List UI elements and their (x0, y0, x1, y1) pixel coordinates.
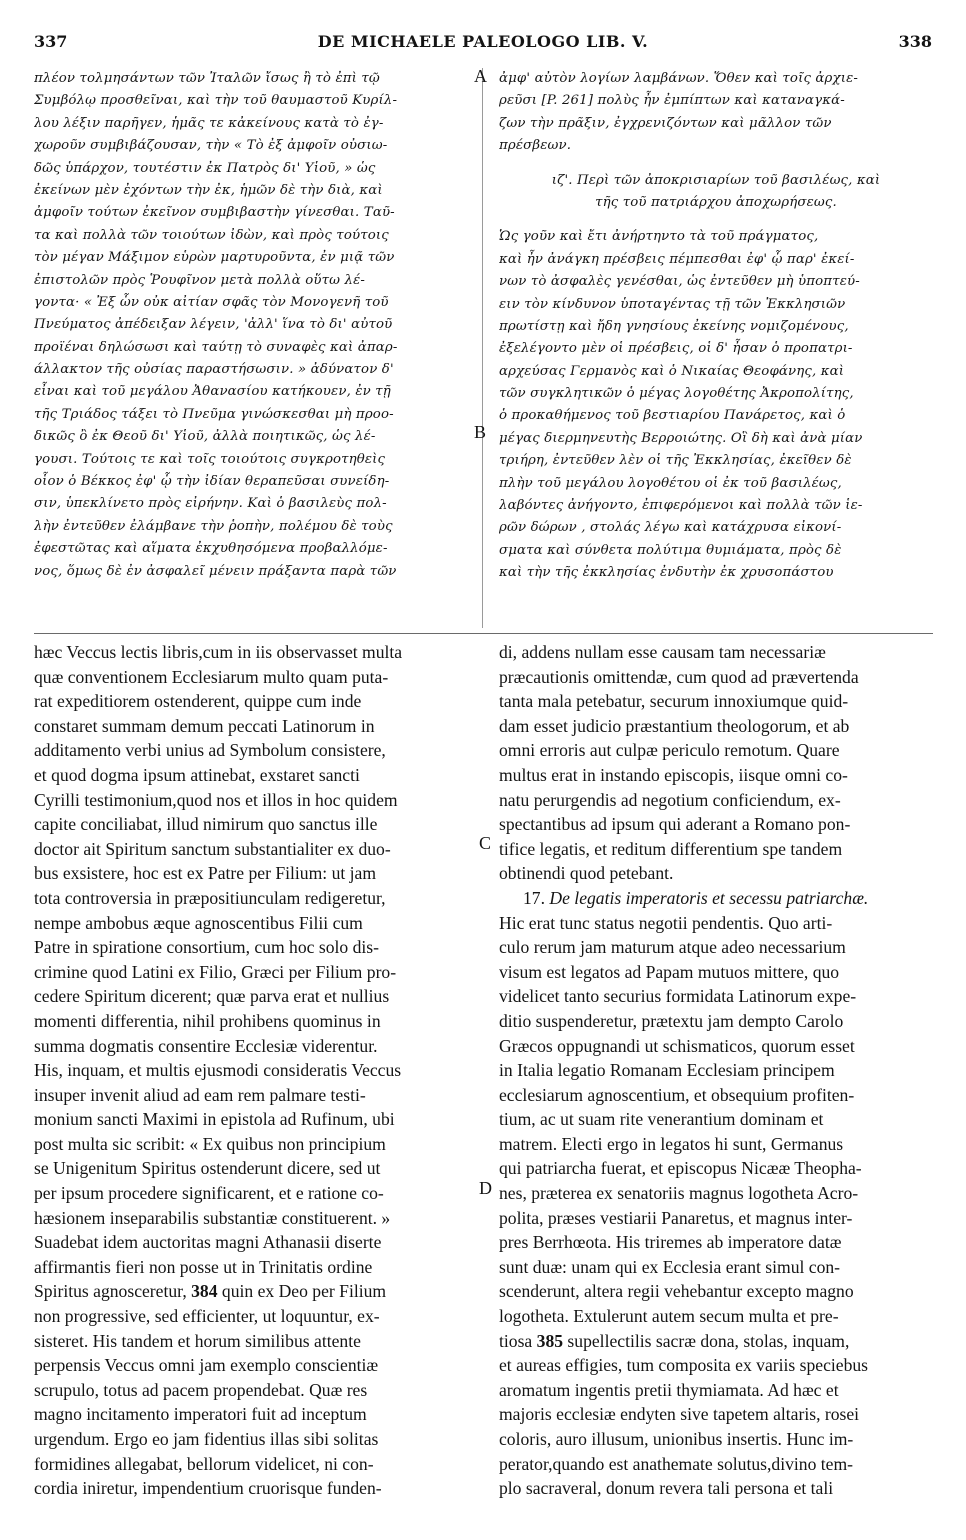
text-line: di, addens nullam esse causam tam necessariæ (499, 642, 826, 662)
text-line: άλλακτον τῆς οὐσίας παραστήσωσιν. » ἀδύνατον δ' (34, 362, 394, 378)
text-line: ἐκείνων μὲν ἐχόντων τὴν ἐκ, ἡμῶν δὲ τὴν διὰ, καὶ (34, 182, 383, 198)
text-line: coloris, auro illusum, unionibus insertis. Hunc im- (499, 1429, 854, 1449)
text-line: momenti differentia, nihil prohibens quominus in (34, 1010, 381, 1031)
text-line: scenderunt, altera regii vehebantur excepto magno (499, 1281, 854, 1302)
text-line: Ὡς γοῦν καὶ ἔτι ἀνήρτηντο τὰ τοῦ πράγματος, (499, 229, 819, 245)
section-number: 17. (523, 887, 550, 908)
text-line: δῶς ὑπάρχον, τουτέστιν ἐκ Πατρὸς δι' Υἱοῦ, » ὡς (34, 160, 376, 176)
text-line: et quod dogma ipsum attinebat, exstaret sancti (34, 764, 360, 785)
text-line: monium sancti Maximi in epistola ad Rufinum, ubi (34, 1109, 395, 1130)
section-heading-greek: ιζ'. Περὶ τῶν ἀποκρισιαρίων τοῦ βασιλέως, καὶ (551, 172, 881, 188)
text-line: additamento verbi unius ad Symbolum consistere, (34, 740, 386, 761)
text-line: ειν τὸν κίνδυνον ὑποταγέντας τῇ τῶν Ἐκκλησιῶν (499, 296, 846, 312)
greek-text-left-column (34, 68, 466, 628)
text-line: præcautionis omittendæ, cum quod ad prævertenda (499, 666, 859, 687)
section-title: De legatis imperatoris et secessu patriarchæ. (549, 887, 869, 908)
text-line: λὴν ἐντεῦθεν ἐλάμβανε τὴν ῥοπὴν, πολέμου δὲ τοὺς (34, 518, 393, 534)
margin-letter-c: C (479, 833, 492, 853)
text-line: δικῶς ὂ ἐκ Θεοῦ δι' Υἱοῦ, ἀλλὰ ποιητικῶς, ὡς λέ- (34, 429, 376, 445)
text-line: τῆς Τριάδος τάξει τὸ Πνεῦμα γινώσκεσθαι μὴ προο- (34, 406, 394, 422)
text-line: καὶ ἦν ἀνάγκη πρέσβεις πέμπεσθαι ἐφ' ᾧ παρ' ἐκεί- (499, 251, 855, 267)
text-line: qui patriarcha fuerat, et episcopus Nicææ Theopha- (499, 1158, 862, 1179)
text-line: sunt duæ: unam qui ex Ecclesia erant simul con- (499, 1256, 841, 1277)
text-line: ἀμφ' αὐτὸν λογίων λαμβάνων. Ὅθεν καὶ τοῖς ἀρχιε- (499, 71, 859, 86)
text-line: ὁ προκαθήμενος τοῦ βεστιαρίου Πανάρετος, καὶ ὁ (499, 408, 846, 424)
left-page-number: 337 (34, 32, 68, 51)
folio-marker: 385 (536, 1330, 564, 1351)
text-line: τα καὶ πολλὰ τῶν τοιούτων ἰδὼν, καὶ πρὸς τούτοις (34, 227, 389, 243)
latin-text-left-column (34, 640, 472, 1530)
text-line: καὶ τὴν τῆς ἐκκλησίας ἐνδυτὴν ἐκ χρυσοπάστου (499, 565, 834, 581)
text-line: tium, ac ut suam rite venerantium dominam et (499, 1109, 824, 1130)
text-line: σιν, ὑπεκλίνετο πρὸς εἰρήνην. Καὶ ὁ βασιλεὺς πολ- (34, 496, 387, 512)
text-line: majoris ecclesiæ endyten sive tapetem altaris, rosei (499, 1404, 860, 1425)
text-line: γοντα· « Ἐξ ὧν οὐκ αἰτίαν σφᾶς τὸν Μονογενῆ τοῦ (34, 294, 389, 310)
text-line: doctor ait Spiritum sanctum substantialiter ex duo- (34, 838, 391, 859)
text-line: nes, præterea ex senatoriis magnus logotheta Acro- (499, 1183, 859, 1204)
text-line: Συμβόλῳ προσθεῖναι, καὶ τὴν τοῦ θαυμαστοῦ Κυρίλ- (34, 93, 398, 109)
text-line: natu perurgendis ad negotium conficiendum, ex- (499, 789, 841, 810)
text-line: tota controversia in præpositiunculam redigeretur, (34, 887, 386, 908)
text-line: scrupulo, totus ad pacem propendebat. Quæ res (34, 1379, 368, 1400)
text-line: ρῶν δώρων , στολάς λέγω καὶ κατάχρυσα εἰκονί- (499, 520, 842, 536)
text-line: γουσι. Τούτοις τε καὶ τοῖς τοιούτοις συγκροτηθεὶς (34, 451, 386, 467)
text-line: πρέσβεων. (499, 138, 572, 154)
text-line: ἐπιστολῶν πρὸς Ῥουφῖνον μετὰ πολλὰ οὕτω λέ- (34, 272, 366, 288)
text-line: plo sacraveral, donum revera tali persona et tali (499, 1478, 834, 1499)
text-line: crimine quod Latini ex Filio, Græci per Filium pro- (34, 961, 397, 982)
text-line: insuper invenit aliud ad eam rem palmare testi- (34, 1084, 366, 1105)
text-line: πλέον τολμησάντων τῶν Ἰταλῶν ἴσως ἢ τὸ ἐπὶ τῷ (34, 71, 380, 86)
text-line: tiosa 385 supellectilis sacræ dona, stolas, inquam, (499, 1330, 850, 1351)
text-line: αρχεύσας Γερμανὸς καὶ ὁ Νικαίας Θεοφάνης, καὶ (499, 363, 845, 379)
text-line: Πνεύματος ἀπέδειξαν λέγειν, 'ἀλλ' ἵνα τὸ δι' αὐτοῦ (34, 317, 393, 333)
section-heading-latin (499, 886, 933, 911)
paragraph-spacer (499, 158, 933, 170)
text-line: hæc Veccus lectis libris,cum in iis observasset multa (34, 642, 403, 662)
text-line: visum est legatos ad Papam mutuos mittere, quo (499, 961, 840, 982)
text-line: aromatum ingentis pretii thymiamata. Ad hæc et (499, 1379, 839, 1400)
text-line: urgendum. Ergo eo jam fidentius illas sibi solitas (34, 1429, 379, 1449)
text-line: Suadebat idem auctoritas magni Athanasii diserte (34, 1232, 382, 1253)
text-line: οἷον ὁ Βέκκος ἐφ' ᾧ τὴν ἰδίαν θεραπεῦσαι συνείδη- (34, 474, 390, 490)
text-line: matrem. Electi ergo in legatos hi sunt, Germanus (499, 1133, 844, 1154)
text-line: constaret summam demum peccati Latinorum in (34, 715, 375, 736)
text-line: obtinendi quod petebant. (499, 863, 674, 884)
section-divider (34, 633, 933, 634)
text-line: ρεῦσι [P. 261] πολὺς ἦν ἐμπίπτων καὶ καταναγκά- (499, 93, 845, 109)
text-line: nempe ambobus æque agnoscentibus Filii cum (34, 912, 363, 933)
text-line: ἐφεστῶτας καὶ αἵματα ἐκχυθησόμενα προβαλλόμε- (34, 541, 388, 557)
paragraph-spacer (499, 214, 933, 226)
text-line: dam esset judicio præstantium theologorum, et ab (499, 715, 850, 736)
text-line: per ipsum procedere significarent, et e ratione co- (34, 1183, 384, 1204)
text-line: bus exsistere, hoc est ex Patre per Filium: ut jam (34, 863, 377, 884)
text-line: perator,quando est anathemate solutus,divino tem- (499, 1453, 854, 1474)
text-line: multus erat in instando episcopis, iisque omni co- (499, 764, 848, 785)
running-header (0, 32, 966, 56)
text-line: hæsionem inseparabilis substantiæ constituerent. » (34, 1207, 391, 1228)
text-line: ecclesiarum agnoscentium, et obsequium profiten- (499, 1084, 855, 1105)
text-line: πλὴν τοῦ μεγάλου λογοθέτου οἱ ἐκ τοῦ βασιλέως, (499, 475, 842, 491)
text-line: ditio suspenderetur, prætextu jam dempto Carolo (499, 1010, 844, 1031)
text-line: omni erroris aut culpæ periculo remotum. Quare (499, 740, 840, 761)
text-line: cedere Spiritum dicerent; quæ parva erat et nullius (34, 986, 390, 1007)
running-title: DE MICHAELE PALEOLOGO LIB. V. (317, 32, 649, 51)
text-line: τριήρη, ἐντεῦθεν λὲν οἱ τῆς Ἐκκλησίας, ἐκεῖθεν δὲ (499, 453, 852, 469)
text-line: νος, ὅμως δὲ ἐν ἀσφαλεῖ μένειν πράξαντα παρὰ τῶν (34, 563, 397, 579)
greek-text-right-column (499, 68, 933, 628)
text-line: formidines allegabat, bellorum videlicet, ni con- (34, 1453, 374, 1474)
text-line: εἶναι καὶ τοῦ μεγάλου Ἀθανασίου κατήκουεν, ἐν τῇ (34, 384, 391, 400)
section-heading-greek: τῆς τοῦ πατριάρχου ἀποχωρήσεως. (595, 194, 837, 210)
text-line: sisteret. His tandem et horum similibus attente (34, 1330, 361, 1351)
text-line: videlicet tanto securius formidata Latinorum expe- (499, 986, 857, 1007)
text-line: Patre in spiratione consortium, cum hoc solo dis- (34, 937, 379, 958)
text-line: λαβόντες ἀνήγοντο, ἐπιφερόμενοι καὶ πολλὰ τῶν ἱε- (499, 498, 863, 514)
text-line: τῶν συγκλητικῶν ὁ μέγας λογοθέτης Ἀκροπολίτης, (499, 386, 854, 402)
text-line: χωροῦν συμβιβάζουσαν, τὴν « Τὸ ἐξ ἀμφοῖν οὐσιω- (34, 138, 388, 154)
text-line: νων τὸ ἀσφαλὲς γενέσθαι, ὡς ἐντεῦθεν μὴ ὑποπτεύ- (499, 274, 860, 290)
text-line: tanta mala petebatur, securum innoxiumque quid- (499, 691, 849, 712)
column-divider (482, 68, 483, 628)
text-line: Hic erat tunc status negotii pendentis. Quo arti- (499, 912, 833, 933)
text-line: λου λέξιν παρῆγεν, ἡμᾶς τε κἀκείνους κατὰ τὸ ἐγ- (34, 115, 384, 131)
text-line: culo rerum jam maturum atque adeo necessarium (499, 937, 846, 958)
text-line: non progressive, sed efficienter, ut loquuntur, ex- (34, 1306, 380, 1327)
text-line: Spiritus agnosceretur, 384 quin ex Deo per Filium (34, 1281, 387, 1302)
text-line: rat expeditiorem ostenderent, quippe cum inde (34, 691, 362, 712)
text-line: His, inquam, et multis ejusmodi consideratis Veccus (34, 1060, 402, 1081)
folio-marker: 384 (191, 1281, 218, 1302)
text-line: spectantibus ad ipsum qui aderant a Romano pon- (499, 814, 851, 835)
margin-letter-d: D (479, 1178, 492, 1198)
text-line: ζων τὴν πρᾶξιν, ἐγχρενιζόντων καὶ μᾶλλον τῶν (499, 115, 832, 131)
margin-letter-b: B (474, 422, 487, 442)
latin-text-right-column (499, 640, 933, 1530)
text-line: πρωτίστῃ καὶ ἤδη γνησίους ἐκείνης νομιζομένους, (499, 318, 849, 334)
text-line: se Unigenitum Spiritus ostenderunt dicere, sed ut (34, 1158, 381, 1179)
text-line: προϊέναι δηλώσωσι καὶ ταύτῃ τὸ συναφὲς καὶ ἀπαρ- (34, 339, 398, 355)
margin-letter-a: A (474, 66, 487, 86)
text-line: μέγας διερμηνευτὴς Βερροιώτης. Οἳ δὴ καὶ ἀνὰ μίαν (499, 430, 863, 446)
text-line: post multa sic scribit: « Ex quibus non principium (34, 1133, 386, 1154)
text-line: τὸν μέγαν Μάξιμον εὑρὼν μαρτυροῦντα, ἐν μιᾷ τῶν (34, 250, 395, 266)
text-line: quæ conventionem Ecclesiarum multo quam puta- (34, 666, 389, 687)
right-page-number: 338 (898, 32, 932, 51)
text-line: capite conciliabat, illud nimirum quo sanctus ille (34, 814, 378, 835)
text-line: Cyrilli testimonium,quod nos et illos in hoc quidem (34, 789, 398, 810)
text-line: tifice legatis, et reditum differentium spe tandem (499, 838, 843, 859)
text-line: logotheta. Extulerunt autem secum multa et pre- (499, 1306, 839, 1327)
text-line: pres Berrhœota. His triremes ab imperatore datæ (499, 1232, 842, 1253)
text-line: affirmantis fieri non posse ut in Trinitatis ordine (34, 1256, 373, 1277)
text-line: ἐξελέγοντο μὲν οἱ πρέσβεις, οἱ δ' ἦσαν ὁ προπατρι- (499, 341, 853, 357)
text-line: cordia iniretur, impendentium cruorisque funden- (34, 1478, 382, 1499)
text-line: magno incitamento imperatori fuit ad inceptum (34, 1404, 367, 1425)
text-line: Græcos oppugnandi ut schismaticos, quorum esset (499, 1035, 855, 1056)
text-line: summa dogmatis consentire Ecclesiæ viderentur. (34, 1035, 378, 1056)
text-line: σματα καὶ σύνθετα πολύτιμα θυμιάματα, πρὸς δὲ (499, 542, 842, 558)
text-line: polita, præses vestiarii Panaretus, et magnus inter- (499, 1207, 853, 1228)
text-line: ἀμφοῖν τούτων ἐκεῖνον συμβιβαστὴν γίνεσθαι. Ταῦ- (34, 205, 395, 221)
text-line: perpensis Veccus omni jam exemplo conscientiæ (34, 1355, 379, 1376)
text-line: in Italia legatio Romanam Ecclesiam principem (499, 1060, 835, 1081)
text-line: et aureas effigies, tum composita ex variis speciebus (499, 1355, 869, 1376)
